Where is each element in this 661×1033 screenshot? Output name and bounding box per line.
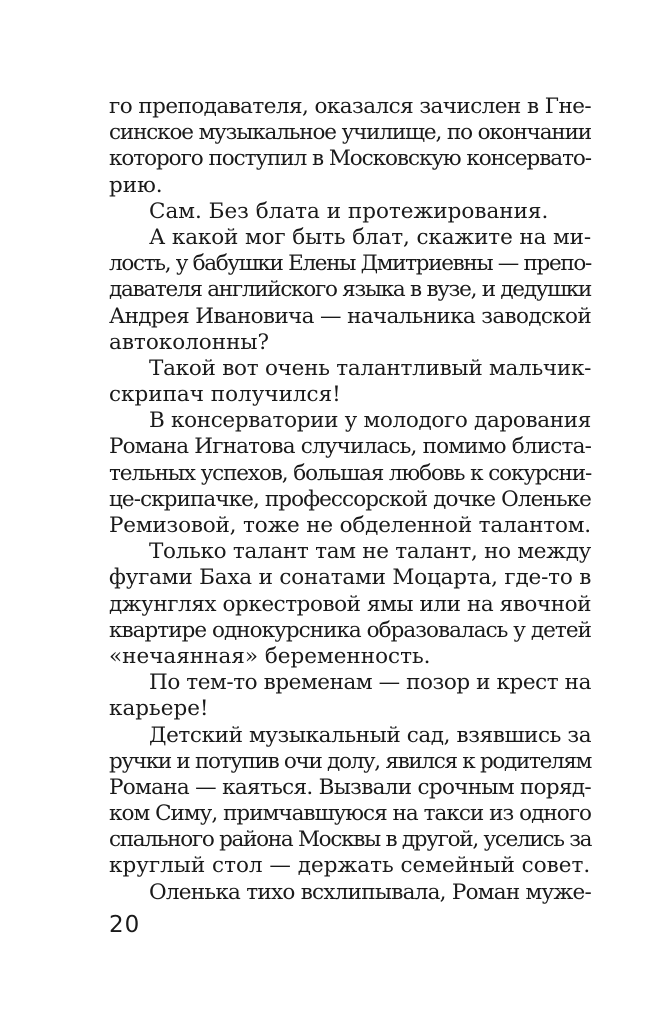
text-line: По тем-то временам — позор и крест на xyxy=(149,670,591,696)
text-line: квартире однокурсника образовалась у детей xyxy=(109,617,591,643)
text-line: спального района Москвы в другой, уселись за xyxy=(109,827,592,853)
text-line: «нечаянная» беременность. xyxy=(109,643,431,669)
text-line: ком Симу, примчавшуюся на такси из одного xyxy=(109,801,591,827)
text-line: А какой мог быть блат, скажите на ми- xyxy=(149,224,591,250)
text-line: ручки и потупив очи долу, явился к родителям xyxy=(109,748,591,774)
body-text xyxy=(109,94,591,906)
text-line: Андрея Ивановича — начальника заводской xyxy=(109,303,591,329)
text-line: Сам. Без блата и протежирования. xyxy=(149,198,549,224)
text-line: тельных успехов, большая любовь к сокурсни- xyxy=(109,460,592,486)
text-line: давателя английского языка в вузе, и дедушки xyxy=(109,277,592,303)
page-number: 20 xyxy=(109,912,141,938)
text-line: джунглях оркестровой ямы или на явочной xyxy=(109,591,591,617)
text-line: карьере! xyxy=(109,696,209,722)
text-line: Романа Игнатова случилась, помимо блиста- xyxy=(109,434,592,460)
text-line: Детский музыкальный сад, взявшись за xyxy=(149,722,592,748)
text-line: В консерватории у молодого дарования xyxy=(149,408,591,434)
text-line: Такой вот очень талантливый мальчик- xyxy=(149,355,592,381)
text-line: рию. xyxy=(109,172,163,198)
text-line: которого поступил в Московскую консервато- xyxy=(109,146,591,172)
text-line: го преподавателя, оказался зачислен в Гне- xyxy=(109,94,592,119)
text-line: фугами Баха и сонатами Моцарта, где-то в xyxy=(109,565,592,591)
text-line: це-скрипачке, профессорской дочке Оленьке xyxy=(109,486,591,512)
text-line: автоколонны? xyxy=(109,329,270,355)
text-line: лость, у бабушки Елены Дмитриевны — препо- xyxy=(109,251,591,277)
text-line: Оленька тихо всхлипывала, Роман муже- xyxy=(149,879,591,905)
text-line: Только талант там не талант, но между xyxy=(149,539,591,565)
text-line: Ремизовой, тоже не обделенной талантом. xyxy=(109,513,591,538)
text-line: синское музыкальное училище, по окончании xyxy=(109,120,591,146)
text-line: круглый стол — держать семейный совет. xyxy=(109,853,591,879)
text-line: Романа — каяться. Вызвали срочным поряд- xyxy=(109,774,591,800)
text-line: скрипач получился! xyxy=(109,382,341,408)
